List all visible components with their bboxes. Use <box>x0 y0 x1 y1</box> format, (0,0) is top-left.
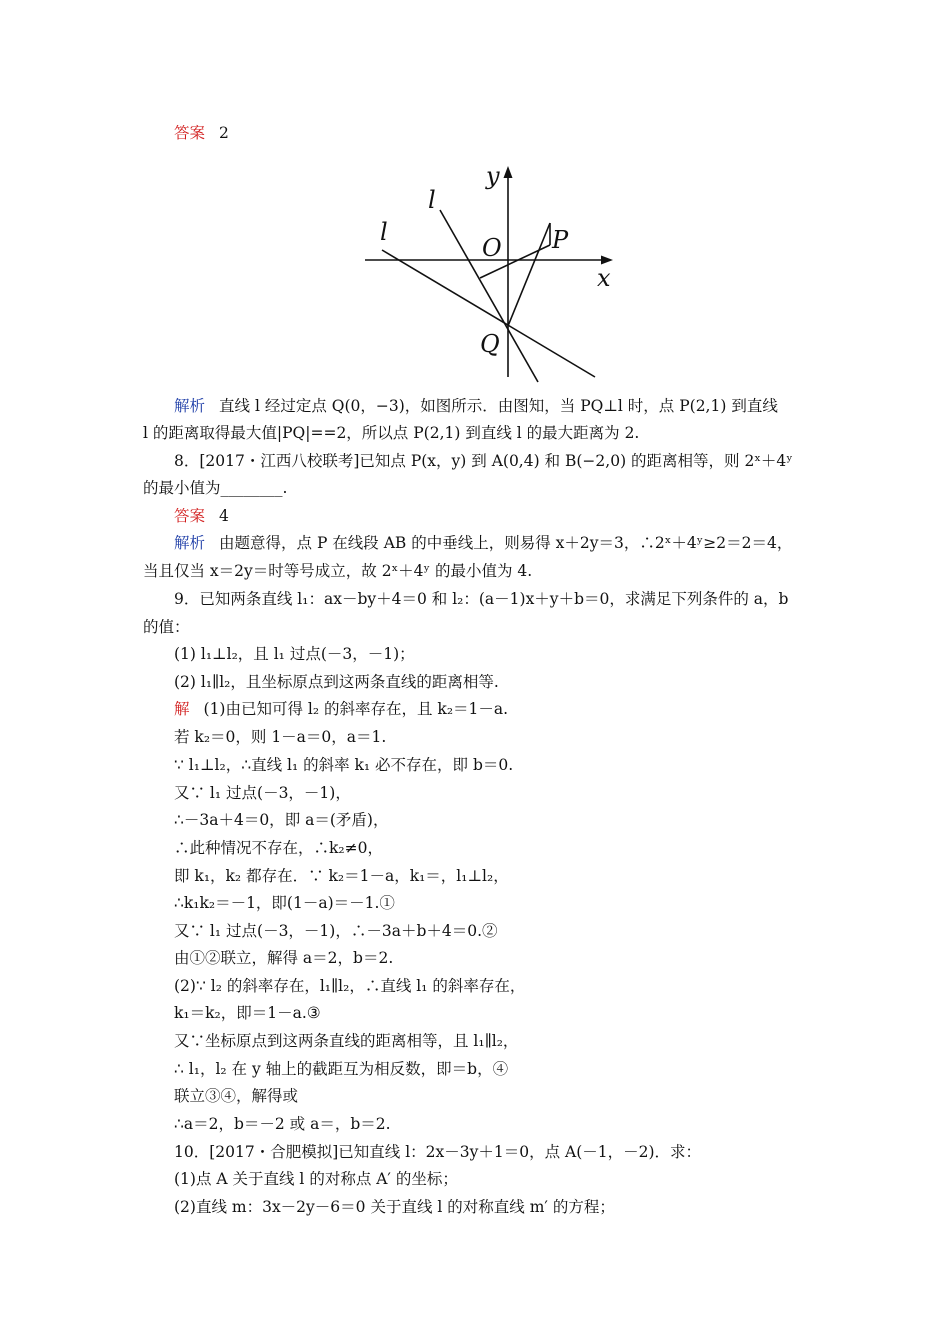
q10-part-2: (2)直线 m：3x－2y－6＝0 关于直线 l 的对称直线 m′ 的方程； <box>174 1198 615 1216</box>
explain-tag: 解析 <box>174 534 206 552</box>
q8-explain-line2: 当且仅当 x＝2y＝时等号成立，故 2ˣ＋4ʸ 的最小值为 4. <box>143 562 533 580</box>
solution-tag: 解 <box>174 700 190 718</box>
q9-solution-line: ∴k₁k₂＝－1，即(1－a)＝－1.① <box>174 894 395 912</box>
q7-answer-line <box>174 123 229 143</box>
q8-answer-line <box>174 506 229 526</box>
geometry-figure <box>360 152 615 384</box>
q9-solution-line: 由①②联立，解得 a＝2，b＝2. <box>174 949 394 967</box>
label-l-top: l <box>428 186 436 214</box>
q9-solution-line: ∴－3a＋4＝0，即 a＝(矛盾)， <box>174 811 389 829</box>
q7-explain-line1 <box>174 396 778 416</box>
q9-condition-1: (1) l₁⊥l₂，且 l₁ 过点(－3，－1)； <box>174 645 415 663</box>
q8-explain-text1: 由题意得，点 P 在线段 AB 的中垂线上，则易得 x＋2y＝3，∴2ˣ＋4ʸ≥2＝2＝4， <box>219 534 793 552</box>
q9-solution-line: ∴ l₁，l₂ 在 y 轴上的截距互为相反数，即＝b，④ <box>174 1060 509 1078</box>
q9-stem-line2: 的值： <box>143 618 190 636</box>
label-Q: Q <box>480 330 500 358</box>
q10-stem-line1: 10．[2017・合肥模拟]已知直线 l：2x－3y＋1＝0，点 A(－1，－2)．求： <box>174 1143 702 1161</box>
q9-solution-line: ∴a＝2，b＝－2 或 a＝，b＝2. <box>174 1115 391 1133</box>
q9-condition-2: (2) l₁∥l₂，且坐标原点到这两条直线的距离相等. <box>174 673 499 691</box>
q8-stem-line2: 的最小值为________. <box>143 479 288 497</box>
label-l-left: l <box>380 218 388 246</box>
label-P: P <box>552 226 569 254</box>
label-O: O <box>482 234 502 262</box>
explain-tag: 解析 <box>174 397 206 415</box>
q10-part-1: (1)点 A 关于直线 l 的对称点 A′ 的坐标； <box>174 1170 458 1188</box>
q9-solution-line: 又∵坐标原点到这两条直线的距离相等，且 l₁∥l₂， <box>174 1032 519 1050</box>
q9-solution-line: k₁＝k₂，即＝1－a.③ <box>174 1004 321 1022</box>
y-axis-arrow <box>504 166 513 178</box>
q9-solution-line: 又∵ l₁ 过点(－3，－1)，∴－3a＋b＋4＝0.② <box>174 922 498 940</box>
q9-solution-line: 即 k₁，k₂ 都存在．∵ k₂＝1－a，k₁＝，l₁⊥l₂， <box>174 867 509 885</box>
q7-answer-value: 2 <box>219 124 229 142</box>
q9-solution-line: 若 k₂＝0，则 1－a＝0，a＝1. <box>174 728 387 746</box>
q9-solution-line: ∴此种情况不存在，∴k₂≠0， <box>174 839 383 857</box>
answer-tag: 答案 <box>174 507 206 525</box>
q9-stem-line1: 9．已知两条直线 l₁：ax－by＋4＝0 和 l₂：(a－1)x＋y＋b＝0，求满足下列条件的 a，b <box>174 590 789 608</box>
segment-PQ <box>508 223 550 326</box>
q9-solution-line: (2)∵ l₂ 的斜率存在，l₁∥l₂，∴直线 l₁ 的斜率存在， <box>174 977 526 995</box>
q9-solution-line: 又∵ l₁ 过点(－3，－1)， <box>174 784 351 802</box>
q7-explain-line2: l 的距离取得最大值|PQ|==2，所以点 P(2,1) 到直线 l 的最大距离为 2. <box>143 424 640 442</box>
answer-tag: 答案 <box>174 124 206 142</box>
q9-solution-line1 <box>174 699 508 719</box>
q9-solution-line: 联立③④，解得或 <box>174 1087 299 1105</box>
q9-solution-line: ∵ l₁⊥l₂，∴直线 l₁ 的斜率 k₁ 必不存在，即 b＝0. <box>174 756 514 774</box>
q8-answer-value: 4 <box>219 507 229 525</box>
q8-explain-line1 <box>174 533 792 553</box>
label-x: x <box>597 264 611 292</box>
figure-svg <box>360 152 615 384</box>
q7-explain-text1: 直线 l 经过定点 Q(0，−3)，如图所示．由图知，当 PQ⊥l 时，点 P(2,1) 到直线 <box>219 397 778 415</box>
label-y: y <box>486 162 500 190</box>
q8-stem-line1: 8．[2017・江西八校联考]已知点 P(x，y) 到 A(0,4) 和 B(−2,0) 的距离相等，则 2ˣ＋4ʸ <box>174 452 793 470</box>
q9-solution-text1: (1)由已知可得 l₂ 的斜率存在，且 k₂＝1－a. <box>203 700 509 718</box>
